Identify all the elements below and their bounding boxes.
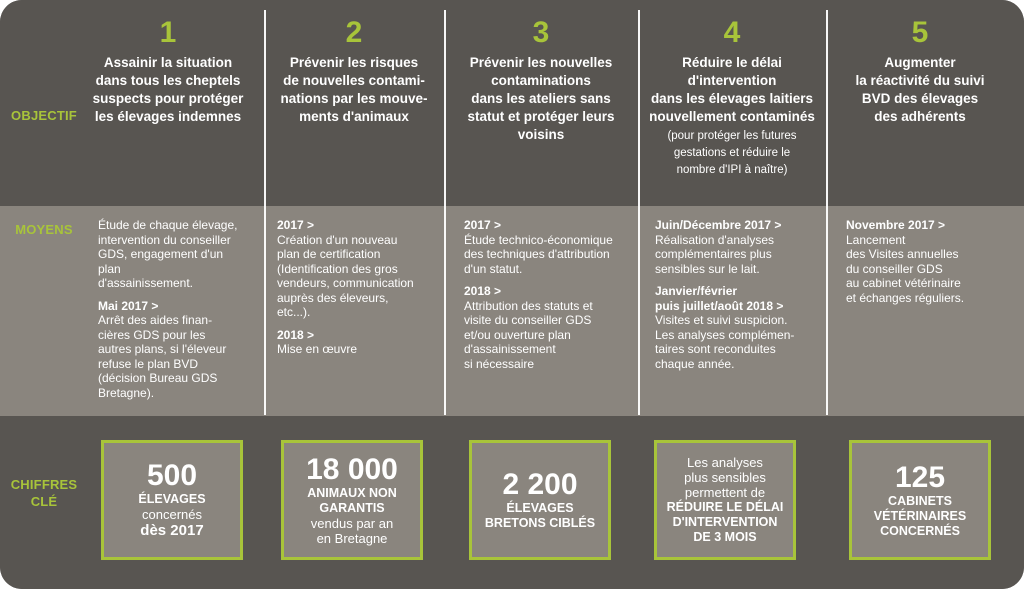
key-figure-text: dès 2017 [140,522,204,539]
objective-line: BVD des élevages [861,91,979,106]
objective-line: dans tous les cheptels [95,73,241,88]
objective-line: statut et protéger leurs [467,109,615,124]
key-figure-text: permettent de [684,485,766,500]
moyens-line: etc...). [277,305,311,319]
moyens-line: sensibles sur le lait. [655,261,760,276]
column-number: 5 [911,16,929,49]
key-figure-caption: ANIMAUX NON [307,486,397,500]
moyens-date: 2017 > [277,218,315,232]
moyens-line: Étude de chaque élevage, [98,218,238,232]
objective-text [828,54,1012,126]
moyens-line: Réalisation d'analyses [655,232,775,247]
moyens-line: Les analyses complémen- [655,327,795,342]
key-figure-box [101,440,243,560]
moyens-paragraph [464,284,634,371]
row-label-chiffres-line1: CHIFFRES [10,477,78,492]
row-label-objectif: OBJECTIF [11,108,77,123]
moyens-date: Juin/Décembre 2017 > [655,218,782,232]
objective-note-line: gestations et réduire le [673,147,791,159]
moyens-line: Lancement [846,232,906,247]
moyens-line: Mise en œuvre [277,342,358,356]
moyens-date: Novembre 2017 > [846,218,946,232]
objective-line: les élevages indemnes [94,109,242,124]
row-label-moyens: MOYENS [15,222,73,237]
moyens-line: taires sont reconduites [655,342,776,356]
moyens-line: au cabinet vétérinaire [846,276,961,290]
moyens-line: refuse le plan BVD [98,356,199,371]
moyens-paragraph [277,218,440,320]
column-number: 1 [159,16,177,49]
objective-line: Prévenir les risques [289,55,419,70]
moyens-text [846,218,1010,313]
key-figure-box [849,440,991,560]
moyens-line: d'un statut. [464,261,523,276]
moyens-line: intervention du conseiller [98,232,231,247]
objective-text [266,54,442,126]
key-figure-text: en Bretagne [316,531,388,546]
moyens-paragraph [98,299,254,401]
moyens-line: Création d'un nouveau [277,232,398,247]
moyens-line: autres plans, si l'éleveur [98,342,227,356]
moyens-line: d'assainissement [464,342,556,356]
row-label-chiffres-line2: CLÉ [30,494,58,509]
key-figure-caption: ÉLEVAGES [506,501,574,515]
moyens-date: 2017 > [464,218,502,232]
objective-line: d'intervention [687,73,777,88]
objective-text [640,54,824,179]
moyens-line: du conseiller GDS [846,261,943,276]
key-figure-caption: GARANTIS [319,501,385,515]
key-figure-caption: RÉDUIRE LE DÉLAI [666,500,784,514]
objective-line: voisins [517,127,565,142]
moyens-date: puis juillet/août 2018 > [655,298,784,313]
objective-line: Prévenir les nouvelles [469,55,613,70]
key-figure-text: concernés [142,507,202,522]
moyens-line: plan [98,261,121,276]
moyens-paragraph [655,284,822,371]
moyens-paragraph [464,218,634,276]
moyens-paragraph [846,218,1010,305]
key-figure-text: plus sensibles [684,470,766,485]
moyens-line: visite du conseiller GDS [464,313,592,327]
key-figure-text: vendus par an [310,516,394,531]
column-number: 3 [532,16,550,49]
moyens-line: des techniques d'attribution [464,247,610,261]
objective-note-line: (pour protéger les futures [667,130,797,142]
moyens-date: 2018 > [277,327,315,342]
objective-line: dans les élevages laitiers [650,91,814,106]
moyens-line: auprès des éleveurs, [277,290,389,305]
objective-line: de nouvelles contami- [283,73,425,88]
objective-line: nouvellement contaminés [649,109,815,124]
objective-text [446,54,636,144]
column-number: 4 [723,16,741,49]
objective-line: ments d'animaux [299,109,409,124]
moyens-line: des Visites annuelles [846,247,959,261]
moyens-line: si nécessaire [464,356,535,371]
objective-line: nations par les mouve- [280,91,428,106]
moyens-line: cières GDS pour les [98,327,206,342]
moyens-line: d'assainissement. [98,276,194,290]
objective-note [640,128,824,179]
key-figure-box [469,440,611,560]
column-number: 2 [345,16,363,49]
objective-line: Augmenter [884,55,956,70]
moyens-text [277,218,440,365]
moyens-line: (Identification des gros [277,261,398,276]
objective-line: Assainir la situation [103,55,233,70]
moyens-text [98,218,254,408]
key-figure-number: 125 [894,460,946,494]
objective-text [80,54,256,126]
key-figure-caption: CONCERNÉS [880,523,960,538]
objective-line: suspects pour protéger [92,91,244,106]
moyens-date: 2018 > [464,284,502,298]
moyens-paragraph [98,218,254,291]
key-figure-number: 18 000 [306,453,398,486]
moyens-line: et échanges réguliers. [846,290,965,305]
objective-note-line: nombre d'IPI à naître) [676,164,788,176]
moyens-line: Étude technico-économique [464,232,613,247]
moyens-paragraph [277,328,440,357]
key-figure-caption: ÉLEVAGES [138,492,206,506]
moyens-text [655,218,822,379]
moyens-line: et/ou ouverture plan [464,327,571,342]
key-figure-caption: VÉTÉRINAIRES [873,508,967,523]
moyens-line: complémentaires plus [655,247,772,261]
key-figure-text: Les analyses [687,455,763,470]
objective-line: Réduire le délai [682,55,782,70]
moyens-line: GDS, engagement d'un [98,247,224,261]
moyens-date: Mai 2017 > [98,298,159,313]
key-figure-caption: CABINETS [888,493,952,508]
objective-line: des adhérents [874,109,966,124]
moyens-line: (décision Bureau GDS [98,371,218,385]
moyens-line: vendeurs, communication [277,276,414,290]
key-figure-box [281,440,423,560]
moyens-line: Visites et suivi suspicion. [655,313,788,327]
key-figure-caption: BRETONS CIBLÉS [484,516,596,530]
key-figure-number: 500 [146,459,198,492]
moyens-line: Attribution des statuts et [464,298,593,313]
key-figure-caption: D'INTERVENTION [672,515,778,529]
key-figure-box [654,440,796,560]
moyens-line: chaque année. [655,356,735,371]
moyens-text [464,218,634,379]
row-label-chiffres [0,476,88,510]
moyens-paragraph [655,218,822,276]
moyens-date: Janvier/février [655,284,738,298]
key-figure-caption: DE 3 MOIS [693,530,757,544]
objective-line: dans les ateliers sans [471,91,611,106]
objective-line: contaminations [491,73,591,88]
moyens-line: plan de certification [277,247,381,261]
moyens-line: Arrêt des aides finan- [98,313,213,327]
key-figure-number: 2 200 [502,468,578,501]
moyens-line: Bretagne). [98,385,155,400]
objective-line: la réactivité du suivi [855,73,985,88]
